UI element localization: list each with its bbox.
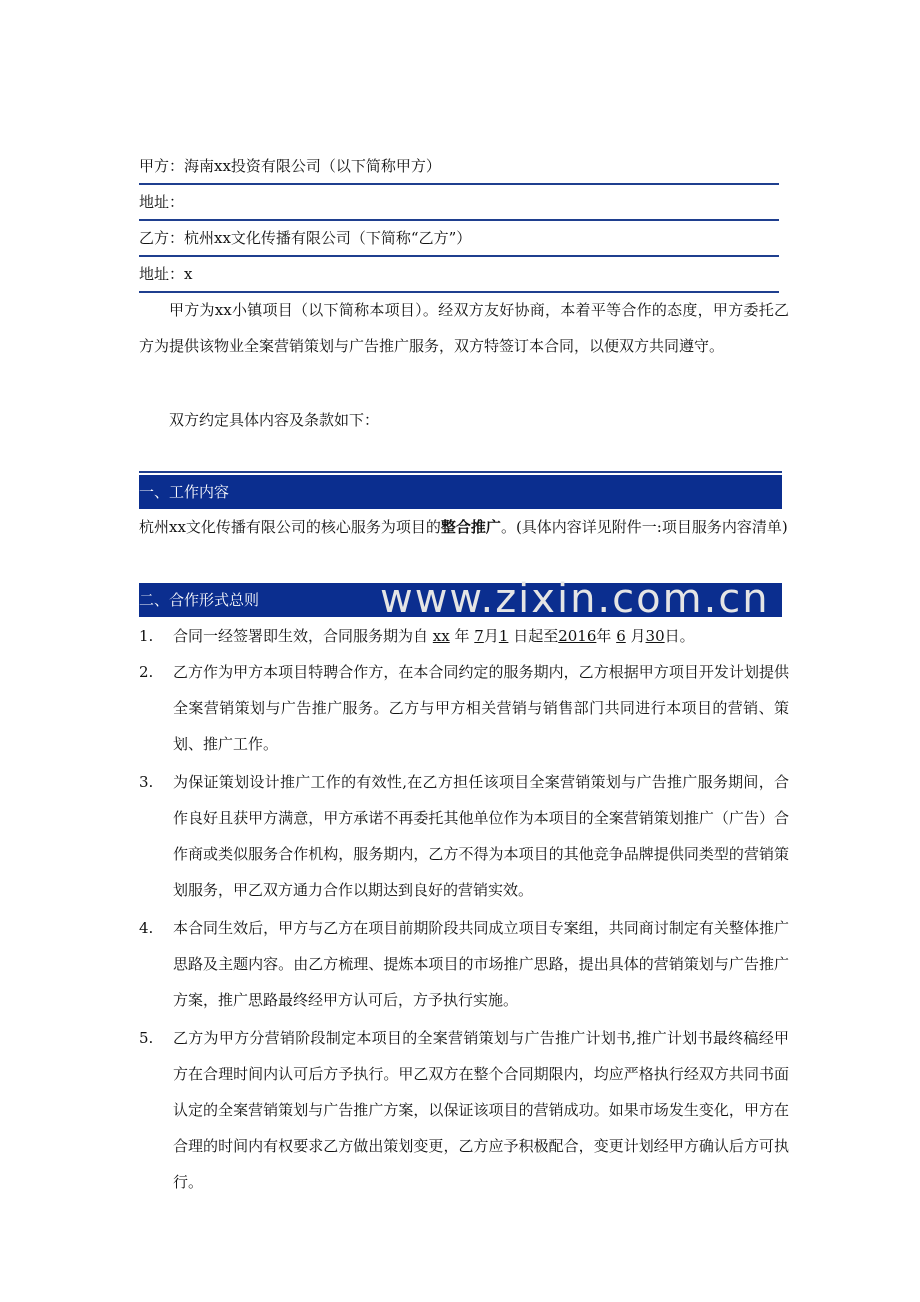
list-text: 本合同生效后，甲方与乙方在项目前期阶段共同成立项目专案组，共同商讨制定有关整体推广思路及主题内容。由乙方梳理、提炼本项目的市场推广思路，提出具体的营销策划与广告推广方案，推广思路最终经甲方认可后，方予执行实施。 bbox=[173, 919, 789, 1009]
party-a-address: 地址： bbox=[139, 193, 185, 211]
section1-body-post: 。(具体内容详见附件一:项目服务内容清单) bbox=[500, 518, 788, 536]
rule-line bbox=[139, 219, 779, 221]
list-text: 为保证策划设计推广工作的有效性,在乙方担任该项目全案营销策划与广告推广服务期间，合作良好且获甲方满意，甲方承诺不再委托其他单位作为本项目的全案营销策划推广（广告）合作商或类似服务合作机构，服务期内，乙方不得为本项目的其他竞争品牌提供同类型的营销策划服务，甲乙双方通力合作以期达到良好的营销实效。 bbox=[173, 773, 789, 899]
rule-line bbox=[139, 183, 779, 185]
section-heading-work-content: 一、工作内容 bbox=[139, 475, 782, 509]
party-b-address: 地址：x bbox=[139, 265, 193, 283]
rule-line bbox=[139, 255, 779, 257]
list-text: 乙方作为甲方本项目特聘合作方，在本合同约定的服务期内，乙方根据甲方项目开发计划提供全案营销策划与广告推广服务。乙方与甲方相关营销与销售部门共同进行本项目的营销、策划、推广工作。 bbox=[173, 663, 789, 753]
list-number: 5. bbox=[139, 1029, 154, 1047]
intro-terms-lead: 双方约定具体内容及条款如下： bbox=[169, 411, 380, 429]
list-number: 1. bbox=[139, 627, 154, 645]
intro-paragraph: 甲方为xx小镇项目（以下简称本项目）。经双方友好协商，本着平等合作的态度，甲方委托乙方为提供该物业全案营销策划与广告推广服务，双方特签订本合同，以便双方共同遵守。 bbox=[139, 301, 789, 355]
list-number: 2. bbox=[139, 663, 154, 681]
section1-body-pre: 杭州xx文化传播有限公司的核心服务为项目的 bbox=[139, 518, 441, 536]
section-heading-cooperation: 二、合作形式总则 bbox=[139, 583, 782, 617]
list-text: 乙方为甲方分营销阶段制定本项目的全案营销策划与广告推广计划书,推广计划书最终稿经甲方在合理时间内认可后方予执行。甲乙双方在整个合同期限内，均应严格执行经双方共同书面认定的全案营销策划与广告推广方案，以保证该项目的营销成功。如果市场发生变化，甲方在合理的时间内有权要求乙方做出策划变更，乙方应予积极配合，变更计划经甲方确认后方可执行。 bbox=[173, 1029, 789, 1191]
section1-body-bold: 整合推广 bbox=[440, 518, 501, 536]
party-b-line: 乙方：杭州xx文化传播有限公司（下简称“乙方”） bbox=[139, 229, 472, 247]
list-number: 3. bbox=[139, 773, 154, 791]
section-rule bbox=[139, 471, 782, 473]
list-number: 4. bbox=[139, 919, 154, 937]
section1-body bbox=[139, 509, 789, 545]
watermark: www.zixin.com.cn bbox=[380, 576, 770, 622]
list-text: 合同一经签署即生效，合同服务期为自 xx 年 7月1 日起至2016年 6 月30日。 bbox=[173, 627, 695, 645]
party-a-line: 甲方：海南xx投资有限公司（以下简称甲方） bbox=[139, 157, 441, 175]
